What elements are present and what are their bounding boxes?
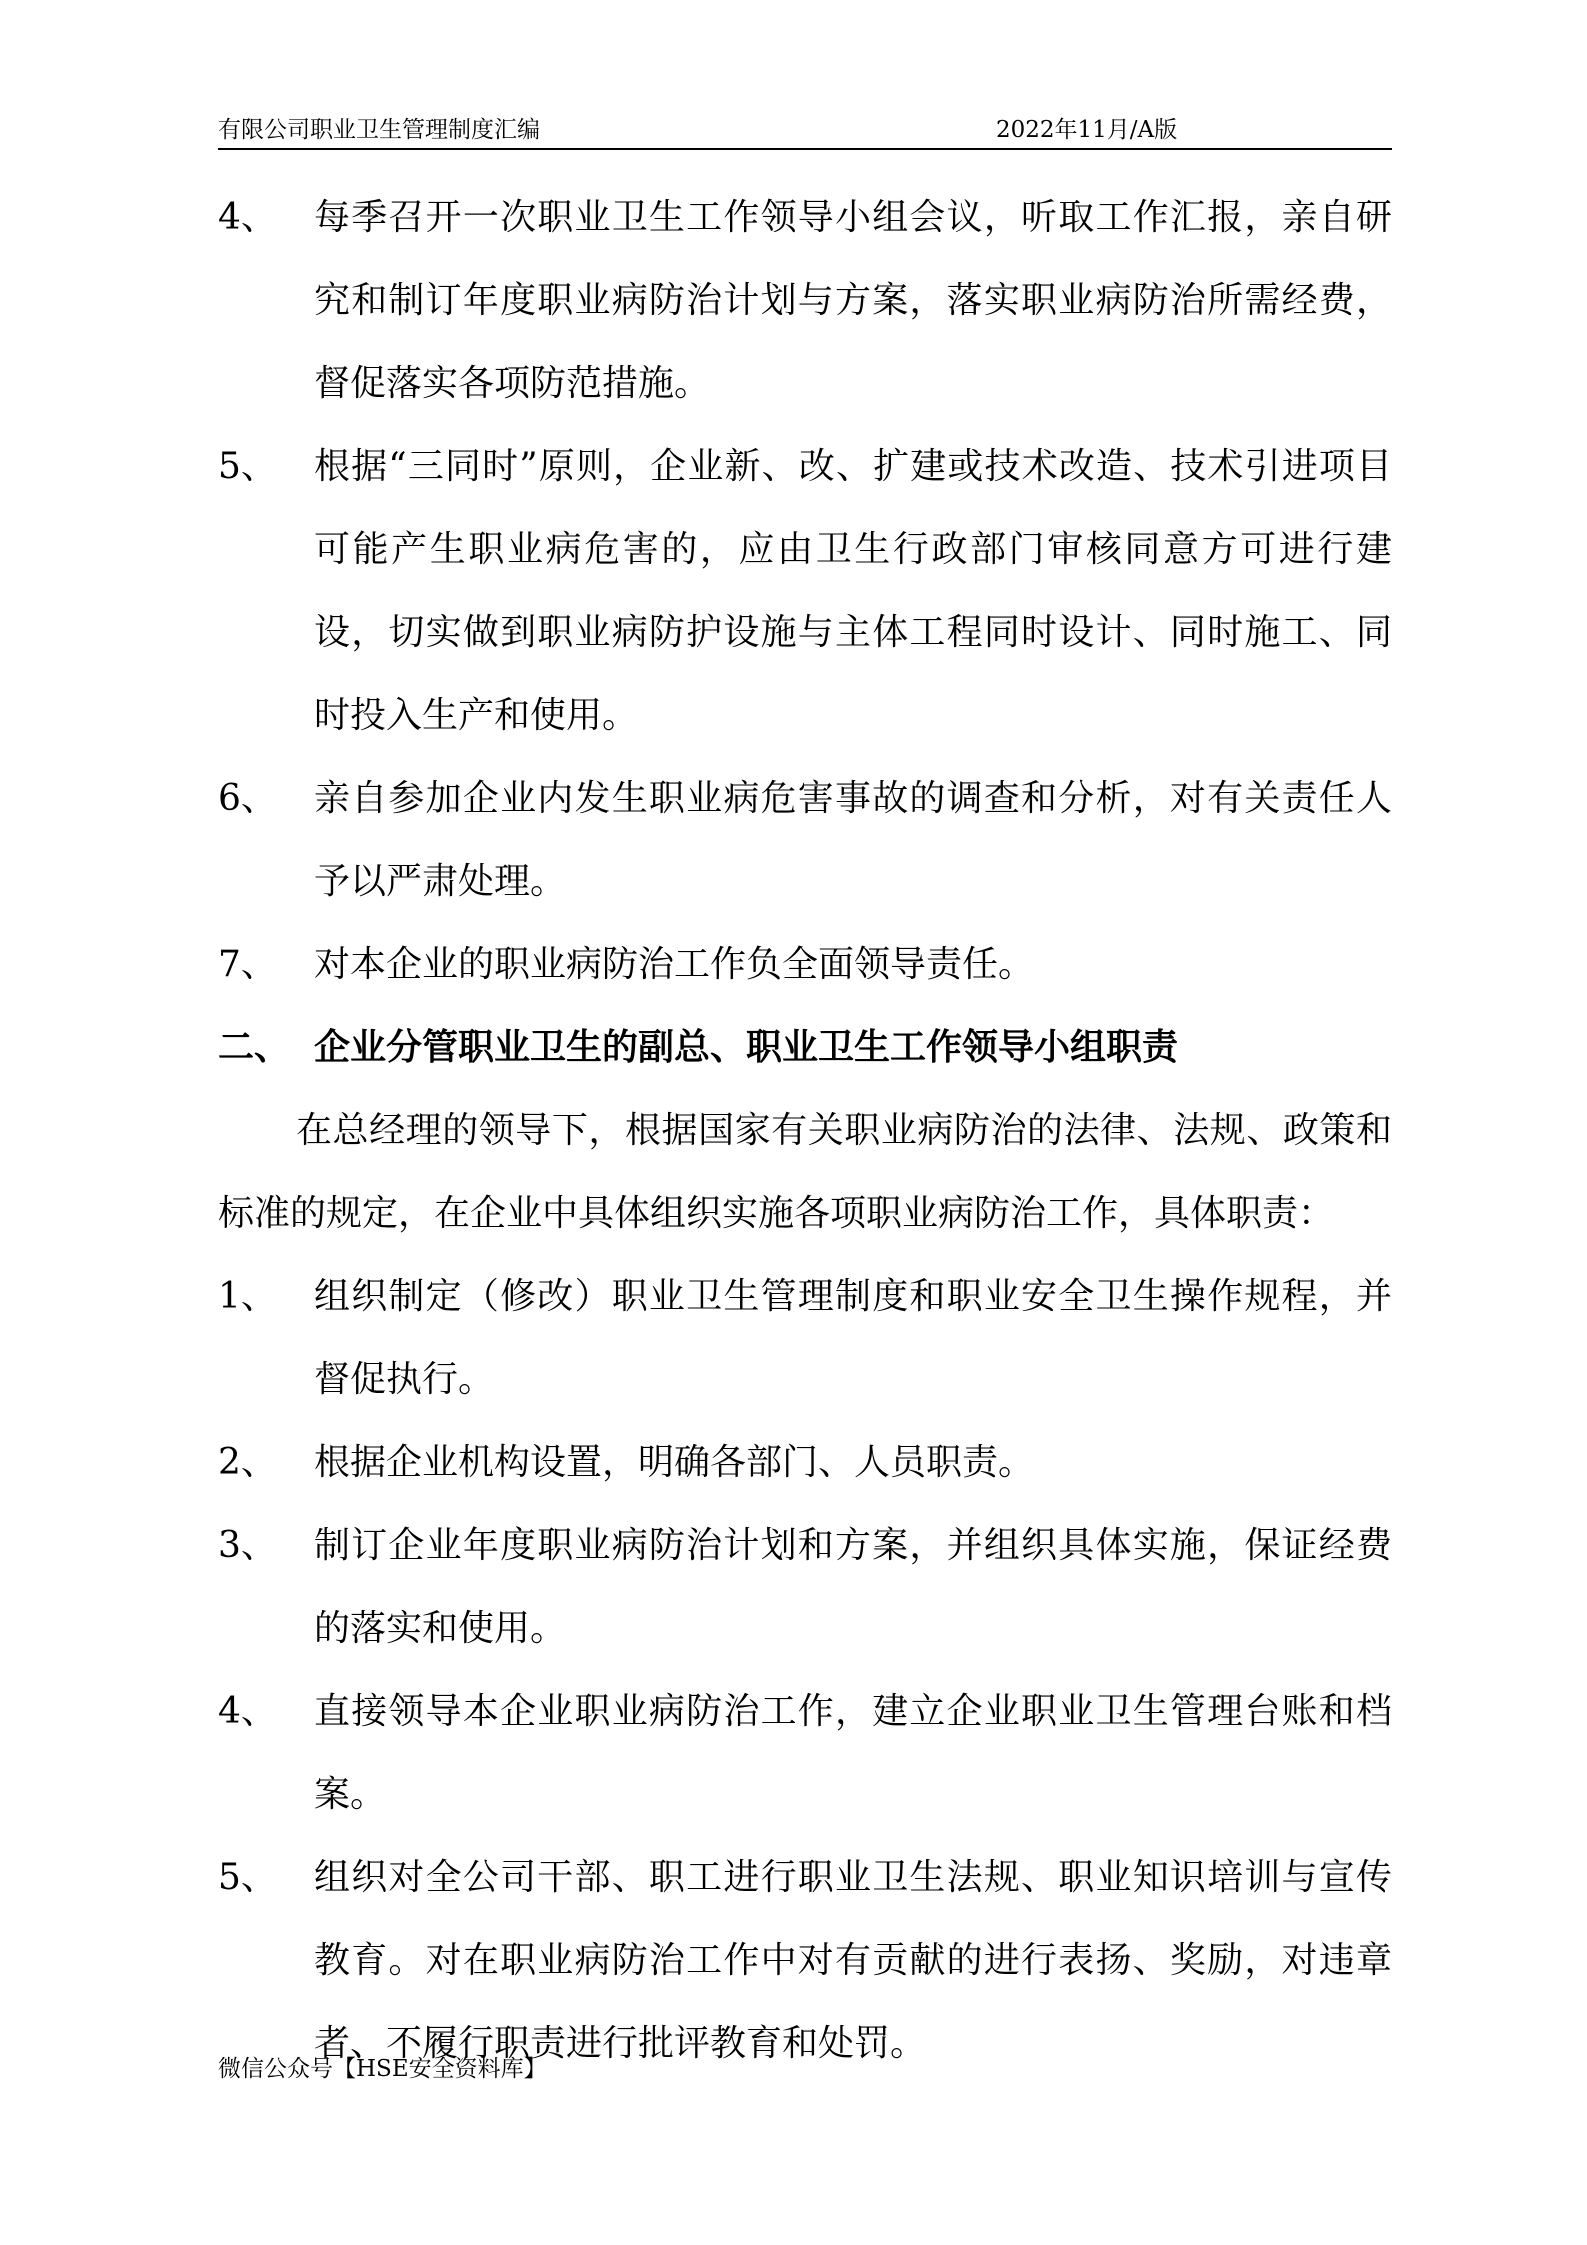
footer-text: 微信公众号【HSE安全资料库】 [218,2056,547,2082]
version-label: 2022年11月/A版 [996,117,1178,143]
item-text: 直接领导本企业职业病防治工作，建立企业职业卫生管理台账和档案。 [314,1691,1392,1815]
item-number: 6、 [218,778,277,819]
item-text: 组织对全公司干部、职工进行职业卫生法规、职业知识培训与宣传教育。对在职业病防治工作中对有贡献的进行表扬、奖励，对违章者、不履行职责进行批评教育和处罚。 [314,1857,1392,2064]
document-title: 有限公司职业卫生管理制度汇编 [218,117,540,143]
page-header [218,108,1392,150]
section-title: 企业分管职业卫生的副总、职业卫生工作领导小组职责 [314,1026,1179,1068]
list-item [218,1836,1392,2085]
document-body [218,176,1392,2085]
list-item [218,1670,1392,1836]
list-item [218,425,1392,757]
list-item [218,1421,1392,1504]
intro-paragraph: 在总经理的领导下，根据国家有关职业病防治的法律、法规、政策和标准的规定，在企业中具体组织实施各项职业病防治工作，具体职责： [218,1110,1392,1234]
section-number: 二、 [218,1026,291,1068]
item-text: 根据企业机构设置，明确各部门、人员职责。 [314,1442,1035,1483]
item-text: 亲自参加企业内发生职业病危害事故的调查和分析，对有关责任人予以严肃处理。 [314,778,1392,902]
list-item [218,176,1392,425]
item-number: 3、 [218,1525,277,1566]
item-number: 1、 [218,1276,277,1317]
list-item [218,1255,1392,1421]
item-number: 5、 [218,1857,277,1898]
item-number: 7、 [218,944,277,985]
item-number: 5、 [218,446,277,487]
item-number: 2、 [218,1442,277,1483]
list-item [218,757,1392,923]
page-footer [218,2052,547,2086]
item-text: 制订企业年度职业病防治计划和方案，并组织具体实施，保证经费的落实和使用。 [314,1525,1392,1649]
item-number: 4、 [218,1691,277,1732]
item-text: 每季召开一次职业卫生工作领导小组会议，听取工作汇报，亲自研究和制订年度职业病防治计划与方案，落实职业病防治所需经费，督促落实各项防范措施。 [314,197,1392,404]
item-text: 根据“三同时”原则，企业新、改、扩建或技术改造、技术引进项目可能产生职业病危害的，应由卫生行政部门审核同意方可进行建设，切实做到职业病防护设施与主体工程同时设计、同时施工、同时投入生产和使用。 [314,446,1392,736]
item-number: 4、 [218,197,277,238]
list-item [218,1504,1392,1670]
item-text: 组织制定（修改）职业卫生管理制度和职业安全卫生操作规程，并督促执行。 [314,1276,1392,1400]
list-item [218,923,1392,1006]
item-text: 对本企业的职业病防治工作负全面领导责任。 [314,944,1035,985]
section-heading [218,1006,1392,1089]
